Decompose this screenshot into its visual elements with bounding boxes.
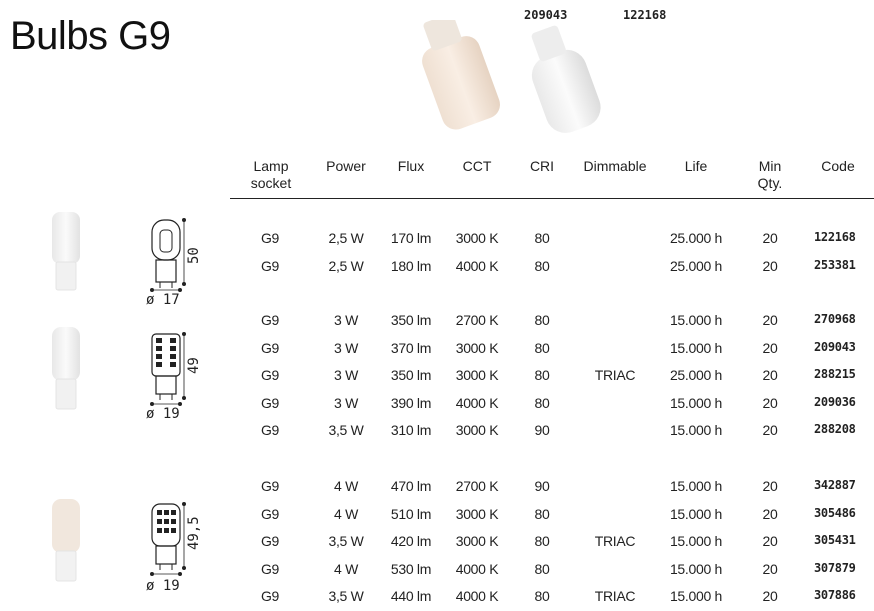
cell-life: 15.000 h [669,588,723,604]
height-dimension: 49 [186,357,202,374]
header-cct: CCT [462,158,492,174]
cell-cct: 3000 K [455,533,499,549]
cell-cct: 3000 K [455,230,499,246]
cell-flux: 310 lm [390,422,432,438]
cell-socket: G9 [260,588,280,604]
cell-cri: 80 [534,533,550,549]
cell-cri: 80 [534,257,550,274]
cell-power: 3 W [334,312,358,328]
cell-cct: 4000 K [455,560,499,577]
cell-power: 3 W [334,367,358,383]
cell-code: 253381 [814,257,856,272]
header-lamp-socket: Lamp socket [250,158,292,191]
cell-dimmable: TRIAC [594,367,636,383]
cell-min-qty: 20 [762,505,778,522]
cell-life: 25.000 h [669,367,723,383]
bulb-photo-ceramic [48,325,84,411]
cell-power: 4 W [334,505,358,522]
cell-life: 15.000 h [669,312,723,328]
cell-power: 2,5 W [328,230,364,246]
cell-min-qty: 20 [762,367,778,383]
header-power: Power [326,158,366,174]
cell-cct: 2700 K [455,478,499,494]
cell-code: 342887 [814,478,856,492]
cell-socket: G9 [260,367,280,383]
cell-cct: 3000 K [455,339,499,356]
page-title: Bulbs G9 [10,14,171,58]
cell-flux: 440 lm [390,588,432,604]
cell-flux: 350 lm [390,312,432,328]
cell-cct: 2700 K [455,312,499,328]
cell-min-qty: 20 [762,588,778,604]
cell-life: 15.000 h [669,422,723,438]
cell-code: 288215 [814,367,856,381]
header-life: Life [684,158,708,174]
cell-cct: 3000 K [455,505,499,522]
cell-socket: G9 [260,394,280,411]
hero-code-label: 209043 [524,8,568,22]
cell-socket: G9 [260,312,280,328]
cell-min-qty: 20 [762,478,778,494]
cell-flux: 180 lm [390,257,432,274]
cell-life: 15.000 h [669,533,723,549]
header-cri: CRI [529,158,555,174]
cell-dimmable: TRIAC [594,533,636,549]
header-min-qty: Min Qty. [757,158,783,191]
bulb-photo-ceramic [48,210,84,292]
cell-flux: 350 lm [390,367,432,383]
cell-cri: 80 [534,505,550,522]
cell-code: 209043 [814,339,856,354]
hero-code-label: 122168 [623,8,667,22]
height-dimension: 49,5 [186,516,202,550]
cell-cri: 80 [534,230,550,246]
cell-code: 209036 [814,394,856,409]
dimension-drawing [140,500,220,594]
hero-bulbs-image [410,20,670,140]
height-dimension: 50 [186,247,202,264]
cell-code: 305431 [814,533,856,547]
cell-flux: 470 lm [390,478,432,494]
cell-code: 122168 [814,230,856,244]
cell-min-qty: 20 [762,312,778,328]
cell-cri: 80 [534,339,550,356]
cell-power: 3,5 W [328,422,364,438]
cell-min-qty: 20 [762,394,778,411]
cell-socket: G9 [260,478,280,494]
cell-power: 3 W [334,394,358,411]
cell-min-qty: 20 [762,422,778,438]
cell-life: 15.000 h [669,560,723,577]
cell-socket: G9 [260,230,280,246]
cell-cri: 90 [534,422,550,438]
cell-cct: 4000 K [455,257,499,274]
cell-min-qty: 20 [762,560,778,577]
cell-socket: G9 [260,422,280,438]
cell-socket: G9 [260,505,280,522]
cell-power: 3,5 W [328,533,364,549]
header-flux: Flux [397,158,425,174]
cell-cri: 90 [534,478,550,494]
cell-socket: G9 [260,339,280,356]
cell-socket: G9 [260,560,280,577]
cell-code: 288208 [814,422,856,436]
diameter-dimension: ø 19 [146,406,180,422]
cell-min-qty: 20 [762,257,778,274]
diameter-dimension: ø 17 [146,292,180,308]
cell-power: 4 W [334,478,358,494]
cell-power: 3,5 W [328,588,364,604]
cell-life: 25.000 h [669,257,723,274]
cell-flux: 390 lm [390,394,432,411]
header-code: Code [821,158,855,174]
cell-socket: G9 [260,533,280,549]
cell-cri: 80 [534,588,550,604]
cell-cct: 4000 K [455,394,499,411]
cell-cct: 3000 K [455,422,499,438]
cell-socket: G9 [260,257,280,274]
cell-min-qty: 20 [762,339,778,356]
diameter-dimension: ø 19 [146,578,180,594]
cell-cri: 80 [534,312,550,328]
cell-min-qty: 20 [762,533,778,549]
cell-cct: 4000 K [455,588,499,604]
cell-power: 3 W [334,339,358,356]
cell-life: 15.000 h [669,339,723,356]
cell-cct: 3000 K [455,367,499,383]
cell-cri: 80 [534,560,550,577]
dimension-drawing [140,212,220,308]
cell-flux: 370 lm [390,339,432,356]
cell-code: 307886 [814,588,856,602]
cell-power: 4 W [334,560,358,577]
cell-life: 25.000 h [669,230,723,246]
cell-code: 270968 [814,312,856,326]
cell-cri: 80 [534,394,550,411]
cell-code: 305486 [814,505,856,520]
cell-min-qty: 20 [762,230,778,246]
cell-flux: 420 lm [390,533,432,549]
bulb-photo-frosted [48,497,84,583]
cell-dimmable: TRIAC [594,588,636,604]
cell-cri: 80 [534,367,550,383]
cell-flux: 170 lm [390,230,432,246]
cell-flux: 510 lm [390,505,432,522]
header-dimmable: Dimmable [583,158,647,174]
header-divider [230,198,874,199]
dimension-drawing [140,330,220,422]
cell-life: 15.000 h [669,478,723,494]
cell-life: 15.000 h [669,394,723,411]
cell-flux: 530 lm [390,560,432,577]
cell-code: 307879 [814,560,856,575]
cell-life: 15.000 h [669,505,723,522]
cell-power: 2,5 W [328,257,364,274]
